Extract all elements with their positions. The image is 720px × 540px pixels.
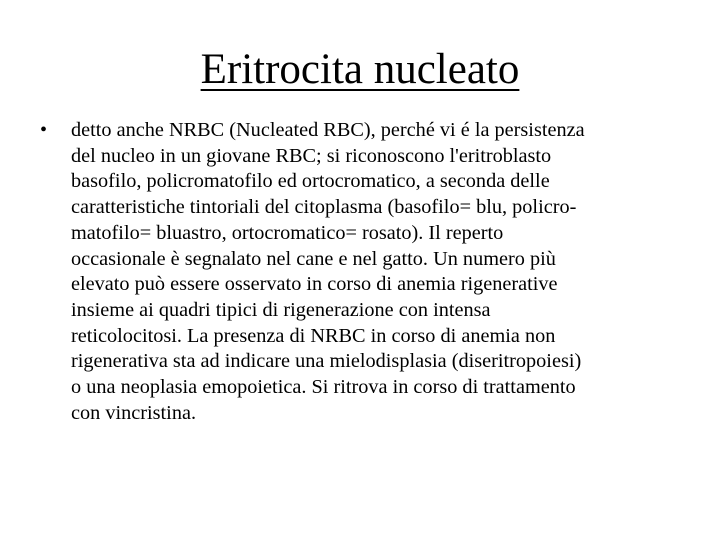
bullet-item (40, 118, 700, 426)
bullet-text-line: insieme ai quadri tipici di rigenerazione con intensa (71, 298, 491, 321)
bullet-icon: • (40, 119, 48, 141)
bullet-text-line: reticolocitosi. La presenza di NRBC in corso di anemia non (71, 324, 556, 347)
slide-title: Eritrocita nucleato (200, 46, 520, 93)
bullet-text-line: con vincristina. (71, 401, 197, 424)
bullet-text-line: basofilo, policromatofilo ed ortocromatico, a seconda delle (71, 170, 550, 193)
bullet-text-line: rigenerativa sta ad indicare una mielodisplasia (diseritropoiesi) (71, 350, 582, 373)
bullet-list (40, 118, 700, 426)
bullet-text-line: caratteristiche tintoriali del citoplasma (basofilo= blu, policro- (71, 196, 577, 219)
bullet-text-line: matofilo= bluastro, ortocromatico= rosato). Il reperto (71, 221, 504, 244)
bullet-text-line: occasionale è segnalato nel cane e nel gatto. Un numero più (71, 247, 556, 270)
bullet-text-line: detto anche NRBC (Nucleated RBC), perché vi é la persistenza (71, 119, 585, 141)
bullet-text-line: o una neoplasia emopoietica. Si ritrova in corso di trattamento (71, 376, 576, 399)
bullet-text-line: del nucleo in un giovane RBC; si riconoscono l'eritroblasto (71, 144, 552, 167)
bullet-text-line: elevato può essere osservato in corso di anemia rigenerative (71, 273, 558, 296)
